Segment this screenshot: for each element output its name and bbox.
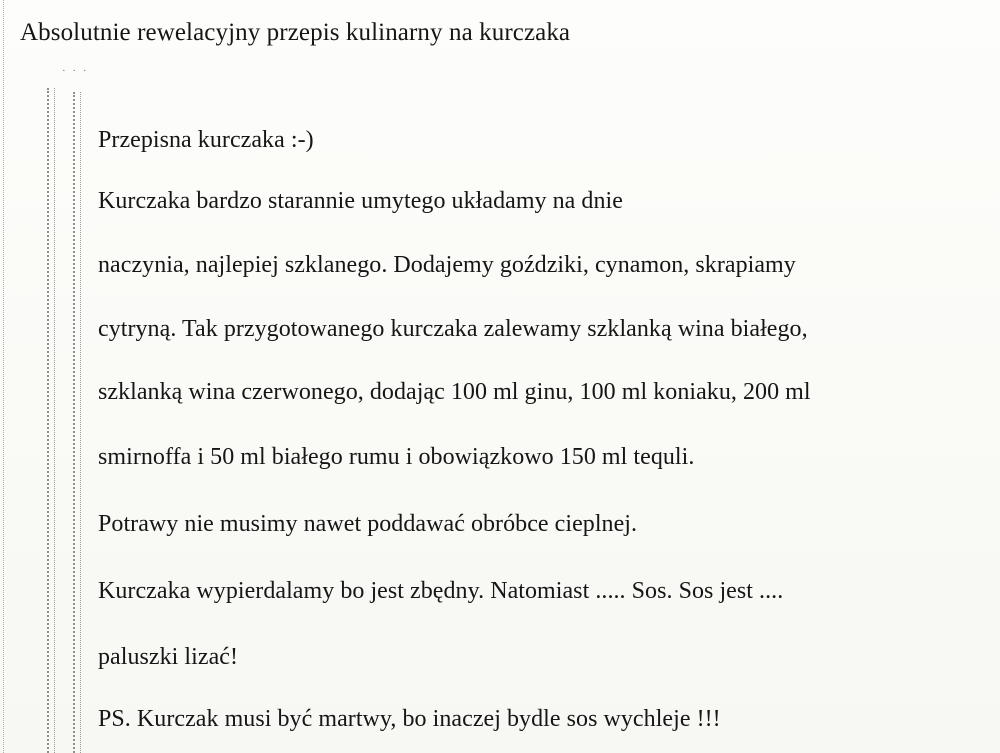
recipe-heading: Przepisna kurczaka :-) (98, 127, 314, 153)
recipe-line: naczynia, najlepiej szklanego. Dodajemy goździki, cynamon, skrapiamy (98, 252, 796, 278)
quote-bar-outer-left (47, 88, 49, 753)
recipe-line: szklanką wina czerwonego, dodając 100 ml ginu, 100 ml koniaku, 200 ml (98, 379, 811, 405)
page-title: Absolutnie rewelacyjny przepis kulinarny na kurczaka (20, 19, 571, 46)
recipe-line: Kurczaka bardzo starannie umytego układamy na dnie (98, 188, 623, 214)
scan-specks: · · · (62, 65, 89, 77)
recipe-line: Kurczaka wypierdalamy bo jest zbędny. Natomiast ..... Sos. Sos jest .... (98, 578, 784, 604)
quote-bar-inner-right (80, 92, 81, 753)
recipe-line: paluszki lizać! (98, 644, 239, 670)
quote-bar-inner-left (73, 92, 75, 753)
recipe-line: smirnoffa i 50 ml białego rumu i obowiązkowo 150 ml tequli. (98, 444, 695, 470)
recipe-postscript: PS. Kurczak musi być martwy, bo inaczej bydle sos wychleje !!! (98, 706, 721, 732)
page-edge-line (3, 0, 4, 753)
quote-bar-outer-right (54, 88, 55, 753)
recipe-line: Potrawy nie musimy nawet poddawać obróbce cieplnej. (98, 511, 638, 537)
recipe-line: cytryną. Tak przygotowanego kurczaka zalewamy szklanką wina białego, (98, 316, 808, 342)
